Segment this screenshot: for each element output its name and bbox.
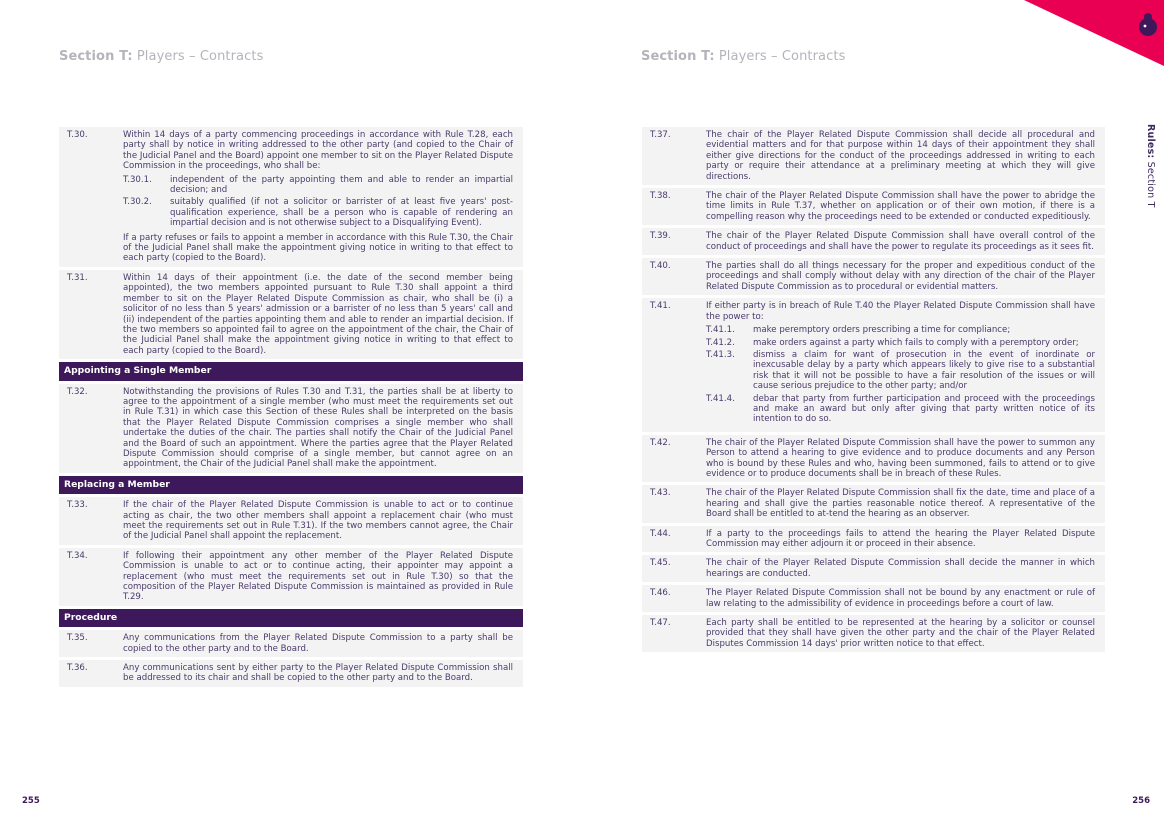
rule-row — [642, 526, 1105, 553]
rule-body — [706, 261, 1095, 292]
rule-number: T.30. — [67, 130, 88, 140]
rule-row — [59, 660, 523, 687]
sub-clause — [706, 338, 1095, 348]
corner-graphic — [1014, 0, 1164, 70]
sub-clause-number: T.41.3. — [706, 349, 735, 360]
rule-number: T.45. — [650, 558, 671, 569]
rule-number: T.36. — [67, 663, 88, 674]
rule-body — [123, 130, 513, 264]
right-column — [642, 127, 1105, 655]
sub-clause-list — [706, 325, 1095, 425]
rule-body — [123, 273, 513, 356]
section-banner: Procedure — [59, 609, 523, 627]
rule-row — [59, 384, 523, 473]
rule-row — [642, 188, 1105, 225]
rule-number: T.38. — [650, 191, 671, 202]
rule-body — [123, 663, 513, 684]
rule-text: The chair of the Player Related Dispute Commission shall have the power to abridge the time limits in Rule T.37, whether on application or of their own motion, if there is a compelling reason why the proceedings need to be extended or conducted expeditiously. — [706, 191, 1095, 222]
rule-number: T.34. — [67, 550, 88, 561]
rule-number: T.37. — [650, 130, 671, 140]
rule-number: T.44. — [650, 528, 671, 539]
rule-row — [59, 127, 523, 267]
rule-number: T.42. — [650, 437, 671, 448]
sub-clause-text: debar that party from further participation and proceed with the proceedings and make an award but only after giving that party written notice of its intention to do so. — [753, 393, 1095, 425]
rule-number: T.47. — [650, 618, 671, 629]
rule-text: If a party to the proceedings fails to attend the hearing the Player Related Dispute Commission may either adjourn it or proceed in their absence. — [706, 528, 1095, 549]
page-number-left: 255 — [22, 796, 40, 806]
rule-body — [706, 588, 1095, 609]
rule-row — [642, 585, 1105, 612]
rule-text: The chair of the Player Related Dispute Commission shall have the power to summon any Person to attend a hearing to give evidence and to produce documents and any Person who is bound by these Rules and who, having been summoned, fails to attend or to give evidence or to produce documents shall be in breach of these Rules. — [706, 437, 1095, 479]
sub-clause — [706, 350, 1095, 392]
section-banner: Appointing a Single Member — [59, 362, 523, 380]
rule-text: Within 14 days of a party commencing proceedings in accordance with Rule T.28, each party shall by notice in writing addressed to the other party (and copied to the Chair of the Judicial Panel and the Board) appoint one member to sit on the Player Related Dispute Commission in the proceedings, who shall be: — [123, 130, 513, 172]
sub-clause — [706, 325, 1095, 335]
rule-body — [706, 438, 1095, 480]
rule-body — [706, 231, 1095, 252]
rule-row — [642, 298, 1105, 431]
left-column — [59, 127, 523, 690]
rule-body — [706, 618, 1095, 649]
rule-row — [642, 615, 1105, 652]
rule-text: The chair of the Player Related Dispute Commission shall decide the manner in which hearings are conducted. — [706, 558, 1095, 579]
rule-number: T.32. — [67, 386, 88, 397]
sub-clause-number: T.41.4. — [706, 393, 735, 404]
rule-text: Any communications from the Player Related Dispute Commission to a party shall be copied to the other party and to the Board. — [123, 633, 513, 654]
side-rules-label: Rules: Section T — [1145, 124, 1156, 208]
sub-clause-text: suitably qualified (if not a solicitor or barrister of at least five years' post-qualification experience, shall be a person who is capable of rendering an impartial decision and is not otherwise subject to a Disqualifying Event). — [170, 197, 513, 229]
rule-row — [642, 555, 1105, 582]
sub-clause-list — [123, 175, 513, 229]
rule-body — [706, 130, 1095, 182]
rule-body — [123, 633, 513, 654]
rule-number: T.41. — [650, 301, 671, 312]
rule-row — [642, 485, 1105, 522]
section-banner: Replacing a Member — [59, 476, 523, 494]
rule-body — [706, 191, 1095, 222]
rule-row — [642, 435, 1105, 483]
rule-row — [59, 270, 523, 359]
sub-clause-number: T.41.1. — [706, 325, 735, 336]
rule-text: The chair of the Player Related Dispute Commission shall have overall control of the conduct of proceedings and shall have the power to regulate its proceedings as it sees fit. — [706, 231, 1095, 252]
rule-body — [123, 551, 513, 603]
sub-clause — [706, 394, 1095, 425]
rule-text: Any communications sent by either party to the Player Related Dispute Commission shall be addressed to its chair and shall be copied to the other party and to the Board. — [123, 663, 513, 684]
rule-text: If following their appointment any other member of the Player Related Dispute Commission is unable to act or to continue acting, their appointer may appoint a replacement (who must meet the requirements set out in Rule T.30) so that the composition of the Player Related Dispute Commission is maintained as provided in Rule T.29. — [123, 550, 513, 603]
section-title-right: Section T: Players – Contracts — [641, 49, 846, 64]
sub-clause — [123, 175, 513, 196]
rule-text: The Player Related Dispute Commission shall not be bound by any enactment or rule of law relating to the admissibility of evidence in proceedings before a court of law. — [706, 588, 1095, 609]
section-title-left: Section T: Players – Contracts — [59, 49, 264, 64]
sub-clause — [123, 197, 513, 228]
rule-body — [706, 558, 1095, 579]
rule-text: The chair of the Player Related Dispute Commission shall fix the date, time and place of a hearing and shall give the parties reasonable notice thereof. A representative of the Board shall be entitled to at-tend the hearing as an observer. — [706, 488, 1095, 520]
rule-number: T.40. — [650, 261, 671, 272]
sub-clause-text: make peremptory orders prescribing a time for compliance; — [753, 325, 1011, 336]
rule-number: T.31. — [67, 272, 88, 283]
rule-row — [59, 630, 523, 657]
rule-text: If either party is in breach of Rule T.40 the Player Related Dispute Commission shall have the power to: — [706, 301, 1095, 322]
rule-text: Each party shall be entitled to be represented at the hearing by a solicitor or counsel provided that they shall have given the other party and the chair of the Player Related Disputes Commission 14 days' prior written notice to that effect. — [706, 618, 1095, 649]
rule-text: If the chair of the Player Related Dispute Commission is unable to act or to continue acting as chair, the two other members shall appoint a replacement chair (who must meet the requirements set out in Rule T.31). If the two members cannot agree, the Chair of the Judicial Panel shall appoint the replacement. — [123, 500, 513, 542]
sub-clause-number: T.41.2. — [706, 337, 735, 348]
rule-row — [642, 228, 1105, 255]
rule-number: T.46. — [650, 588, 671, 599]
sub-clause-text: make orders against a party which fails to comply with a peremptory order; — [753, 337, 1079, 348]
rule-body — [123, 387, 513, 470]
rule-body — [706, 529, 1095, 550]
rule-body — [706, 301, 1095, 428]
rule-row — [59, 548, 523, 606]
sub-clause-number: T.30.2. — [123, 197, 152, 208]
rule-text: Within 14 days of their appointment (i.e. the date of the second member being appointed), the two members appointed pursuant to Rule T.30 shall appoint a third member to sit on the Player Related Dispute Commission as chair, who shall be (i) a solicitor of no less than 5 years' admission or a barrister of no less than 5 years' call and (ii) independent of the parties appointing them and able to render an impartial decision. If the two members so appointed fail to agree on the appointment of the chair, the Chair of the Judicial Panel shall make the appointment giving notice in writing to that effect to each party (copied to the Board). — [123, 272, 513, 356]
rule-number: T.33. — [67, 500, 88, 511]
rule-body — [123, 500, 513, 542]
sub-clause-text: dismiss a claim for want of prosecution in the event of inordinate or inexcusable delay by a party which appears likely to give rise to a substantial risk that it will not be possible to have a fair resolution of the issues or will cause serious prejudice to the other party; and/or — [753, 349, 1095, 392]
rule-number: T.35. — [67, 633, 88, 644]
rule-text: If a party refuses or fails to appoint a member in accordance with this Rule T.30, the Chair of the Judicial Panel shall make the appointment giving notice in writing to that effect to each party (copied to the Board). — [123, 232, 513, 264]
sub-clause-text: independent of the party appointing them and able to render an impartial decision; and — [170, 174, 513, 196]
rule-body — [706, 488, 1095, 519]
page-number-right: 256 — [1132, 796, 1150, 806]
rule-number: T.43. — [650, 488, 671, 499]
rule-row — [59, 497, 523, 545]
rule-text: The chair of the Player Related Dispute Commission shall decide all procedural and evidential matters and for that purpose within 14 days of their appointment they shall either give directions for the conduct of the proceedings addressed in writing to each party or require their attendance at a preliminary meeting at which they will give directions. — [706, 130, 1095, 182]
sub-clause-number: T.30.1. — [123, 174, 152, 185]
rule-number: T.39. — [650, 231, 671, 242]
rule-row — [642, 258, 1105, 295]
rule-text: Notwithstanding the provisions of Rules T.30 and T.31, the parties shall be at liberty to agree to the appointment of a single member (who must meet the requirements set out in Rule T.31) in which case this Section of these Rules shall be interpreted on the basis that the Player Related Dispute Commission comprises a single member who shall undertake the duties of the chair. The parties shall notify the Chair of the Judicial Panel and the Board of such an appointment. Where the parties agree that the Player Related Dispute Commission should comprise of a single member, but cannot agree on an appointment, the Chair of the Judicial Panel shall make the appointment. — [123, 386, 513, 470]
rule-row — [642, 127, 1105, 185]
rule-text: The parties shall do all things necessary for the proper and expeditious conduct of the proceedings and shall comply without delay with any direction of the chair of the Player Related Dispute Commission as to procedural or evidential matters. — [706, 261, 1095, 292]
